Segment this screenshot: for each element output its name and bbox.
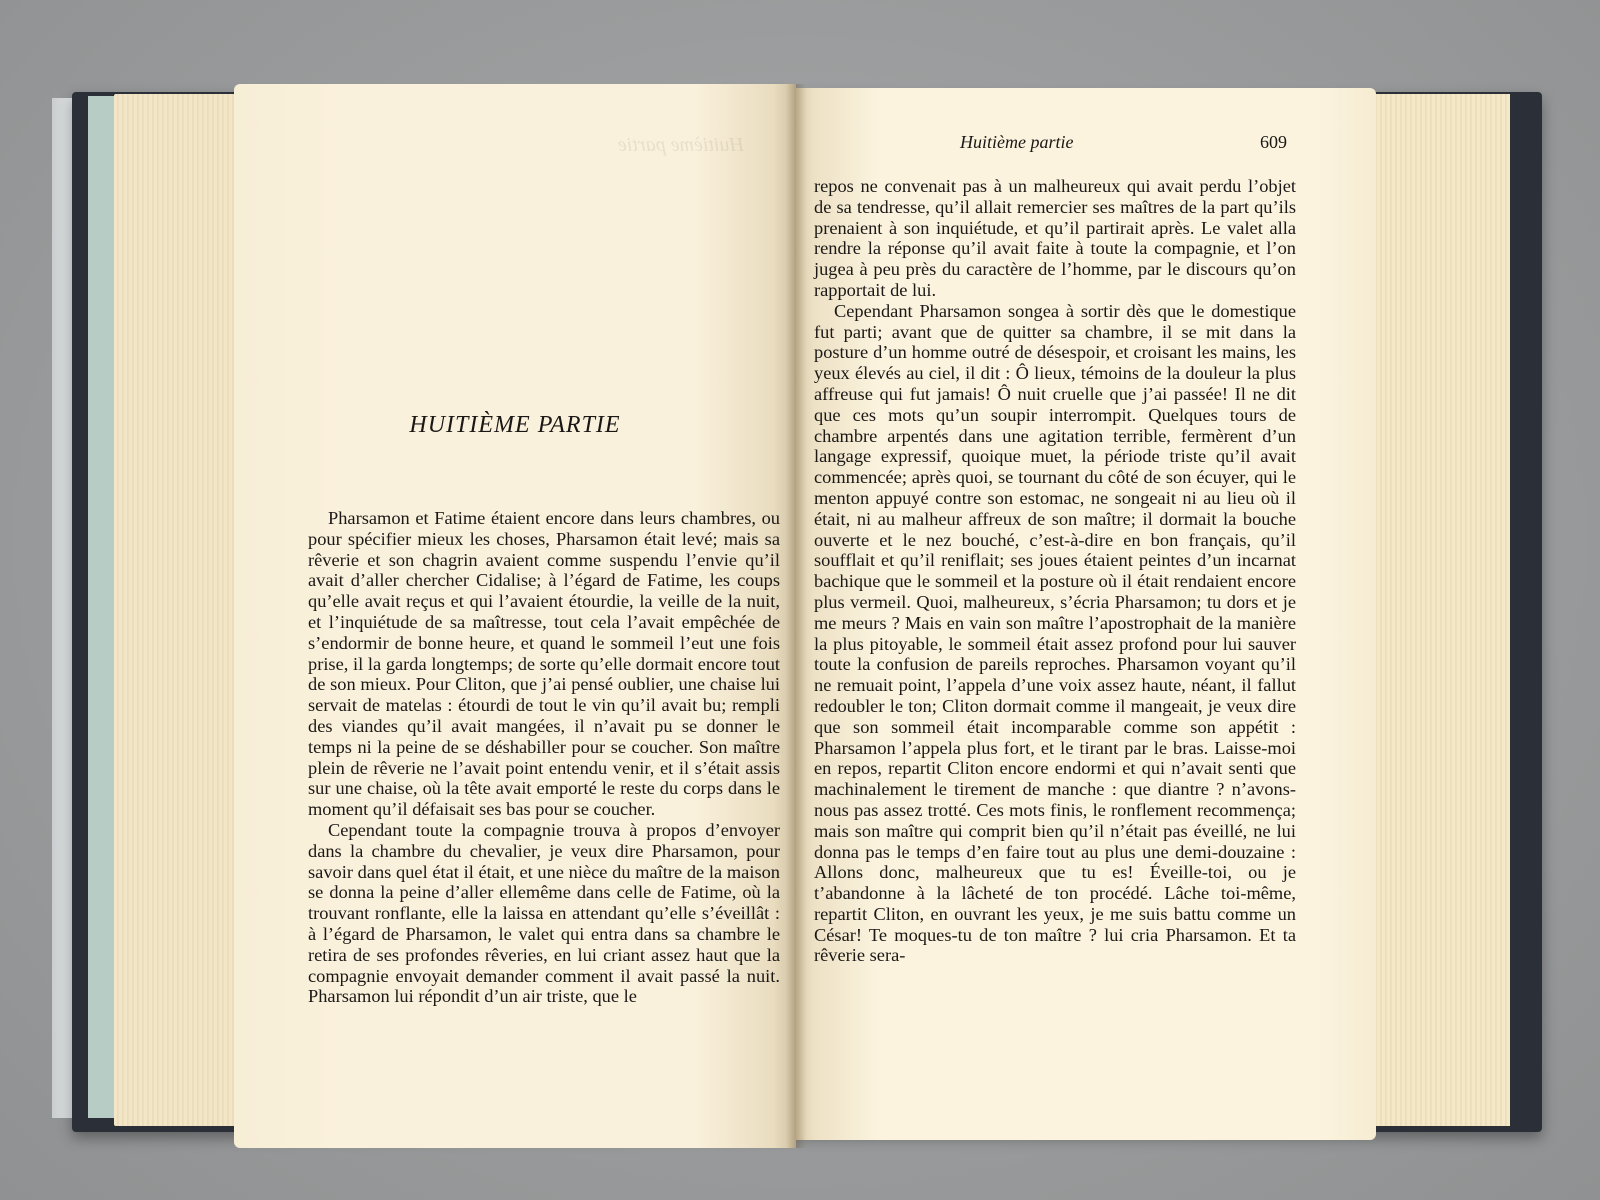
paragraph: Cependant toute la compagnie trouva à propos d’envoyer dans la chambre du chevalier, je veux dire Pharsamon, pour savoir dans quel état il était, et une nièce du maître de la maison se donna la peine d’aller ellemême dans celle de Fatime, où la trouvant ronflante, elle la laissa en attendant qu’elle s’éveillât : à l’égard de Pharsamon, le valet qui entra dans sa chambre le retira de ses profondes rêveries, en lui criant assez haut que la compagnie envoyait demander comment il avait passé la nuit. Pharsamon lui répondit d’un air triste, que le <box>308 819 780 1007</box>
page-number: 609 <box>1260 132 1287 152</box>
page-edges-right <box>1372 94 1510 1126</box>
page-edges-left <box>114 94 242 1126</box>
chapter-title: HUITIÈME PARTIE <box>409 412 621 438</box>
running-head: Huitième partie <box>960 132 1074 152</box>
paragraph: Pharsamon et Fatime étaient encore dans leurs chambres, ou pour spécifier mieux les choses, Pharsamon était levé; mais sa rêverie et son chagrin avaient comme suspendu l’envie qu’il avait d’aller chercher Cidalise; à l’égard de Fatime, les coups qu’elle avait reçus et qui l’avaient étourdie, la veille de la nuit, et l’inquiétude de sa maîtresse, tout cela l’avait empêchée de s’endormir de bonne heure, et quand le sommeil l’eut une fois prise, il la garda longtemps; de sorte qu’elle dormait encore tout de son mieux. Pour Cliton, que j’ai pensé oublier, une chaise lui servait de matelas : étourdi de tout le vin qu’il avait bu; rempli des viandes qu’il avait mangées, il n’avait pu se donner le temps ni la peine de se déshabiller pour se coucher. Son maître plein de rêverie ne l’avait point entendu venir, et il s’était assis sur une chaise, où la tête avait emporté le reste du corps dans le moment qu’il défaisait ses bas pour se coucher. <box>308 508 780 820</box>
cover-edge <box>52 98 74 1118</box>
book-gutter <box>786 84 806 1148</box>
paragraph: repos ne convenait pas à un malheureux qui avait perdu l’objet de sa tendresse, qu’il allait remercier ses maîtres de la part qu’ils prenaient à son inquiétude, et qu’il partirait après. Le valet alla rendre la réponse qu’il avait faite à toute la compagnie, et l’on jugea à peu près du caractère de l’homme, par le discours qu’on rapportait de lui. <box>814 176 1296 300</box>
right-page <box>796 88 1376 1140</box>
left-page <box>234 84 796 1148</box>
right-page-body <box>814 176 1296 966</box>
show-through-text: Huitième partie <box>617 134 744 156</box>
left-page-body <box>308 508 780 1007</box>
paragraph: Cependant Pharsamon songea à sortir dès que le domestique fut parti; avant que de quitter sa chambre, il se mit dans la posture d’un homme outré de désespoir, et croisant les mains, les yeux élevés au ciel, il dit : Ô lieux, témoins de la douleur la plus affreuse qui fut jamais! Ô nuit cruelle que j’ai passée! Il ne dit que ces mots qu’un soupir interrompit. Quelques tours de chambre arpentés dans une agitation terrible, fermèrent d’un langage expressif, quoique muet, la période triste qu’il avait commencée; après quoi, se tournant du côté de son écuyer, qui le menton appuyé contre son estomac, ne songeait ni au lieu où il était, ni au malheur affreux de son maître; il dormait la bouche ouverte et le nez bouché, c’est-à-dire en bon français, qu’il soufflait et qu’il reniflait; ses joues étaient peintes d’un incarnat bachique que le sommeil et la posture où il était rendaient encore plus vermeil. Quoi, malheureux, s’écria Pharsamon; tu dors et je me meurs ? Mais en vain son maître l’apostrophait de la manière la plus pitoyable, le sommeil était assez profond pour lui sauver toute la confusion de pareils reproches. Pharsamon voyant qu’il ne remuait point, l’appela d’une voix assez haute, néant, il fallut redoubler le ton; Cliton dormait comme il mangeait, je veux dire que son sommeil était incomparable comme son appétit : Pharsamon l’appela plus fort, et le tirant par le bras. Laisse-moi en repos, repartit Cliton encore endormi et qui n’avait senti que machinalement le tirement de manche : que diantre ? n’avons-nous pas assez trotté. Ces mots finis, le ronflement recommença; mais son maître qui comprit bien qu’il n’était pas éveillé, ne lui donna pas le temps d’en faire tout au plus une demi-douzaine : Allons donc, malheureux que tu es! Éveille-toi, ou je t’abandonne à la lâcheté de ton procédé. Lâche toi-même, repartit Cliton, en ouvrant les yeux, je me suis battu comme un César! Te moques-tu de ton maître ? lui cria Pharsamon. Et ta rêverie sera- <box>814 300 1296 966</box>
